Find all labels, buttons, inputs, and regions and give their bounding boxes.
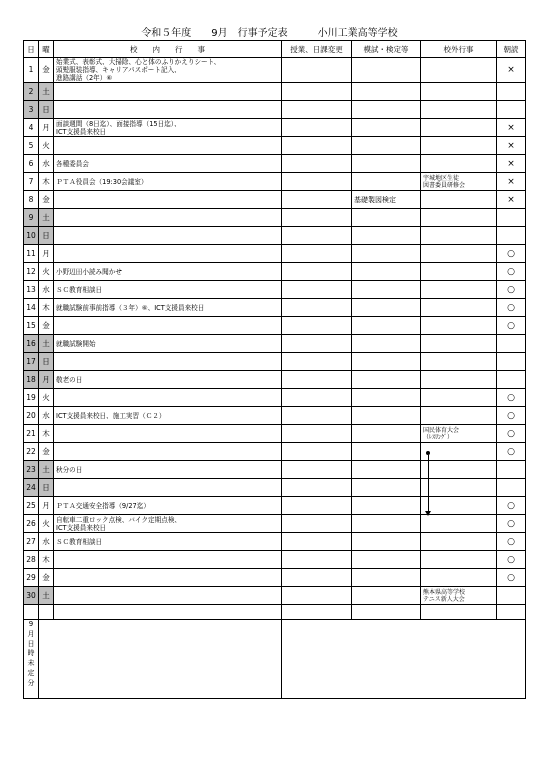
table-row <box>24 155 526 173</box>
class-change-cell <box>282 461 352 479</box>
external-cell <box>421 83 497 101</box>
events-cell: 各種委員会 <box>54 155 282 173</box>
events-cell <box>54 389 282 407</box>
exam-cell <box>352 533 421 551</box>
external-cell <box>421 209 497 227</box>
weekday-cell: 日 <box>39 227 54 245</box>
external-cell <box>421 479 497 497</box>
table-row <box>24 58 526 83</box>
weekday-cell: 木 <box>39 425 54 443</box>
weekday-cell: 月 <box>39 245 54 263</box>
day-cell: 28 <box>24 551 39 569</box>
class-change-cell <box>282 515 352 533</box>
class-change-cell <box>282 119 352 137</box>
weekday-cell: 月 <box>39 371 54 389</box>
events-cell: ＰＴＡ役員会（19:30会議室） <box>54 173 282 191</box>
class-change-cell <box>282 335 352 353</box>
range-arrow-line <box>428 455 429 515</box>
class-change-cell <box>282 389 352 407</box>
day-cell: 4 <box>24 119 39 137</box>
exam-cell <box>352 479 421 497</box>
table-row <box>24 515 526 533</box>
external-cell <box>421 569 497 587</box>
undecided-row <box>24 620 526 699</box>
weekday-cell: 土 <box>39 587 54 605</box>
morning-reading-cell <box>497 83 526 101</box>
morning-reading-cell <box>497 353 526 371</box>
morning-reading-cell: × <box>497 58 526 83</box>
table-row <box>24 551 526 569</box>
class-change-cell <box>282 407 352 425</box>
exam-cell <box>352 335 421 353</box>
day-cell: 2 <box>24 83 39 101</box>
day-cell: 27 <box>24 533 39 551</box>
exam-cell <box>352 371 421 389</box>
blank-cell <box>421 605 497 620</box>
exam-cell <box>352 227 421 245</box>
class-change-cell <box>282 209 352 227</box>
events-cell <box>54 191 282 209</box>
exam-cell <box>352 209 421 227</box>
blank-row <box>24 605 526 620</box>
header-day: 日 <box>24 41 39 58</box>
exam-cell <box>352 587 421 605</box>
events-cell <box>54 137 282 155</box>
blank-cell <box>497 605 526 620</box>
table-row <box>24 443 526 461</box>
class-change-cell <box>282 497 352 515</box>
page-title: 令和５年度 9月 行事予定表 小川工業高等学校 <box>141 28 398 39</box>
exam-cell <box>352 58 421 83</box>
morning-reading-cell: × <box>497 119 526 137</box>
class-change-cell <box>282 587 352 605</box>
events-cell: ＳＣ教育相談日 <box>54 281 282 299</box>
exam-cell <box>352 425 421 443</box>
class-change-cell <box>282 263 352 281</box>
table-row <box>24 479 526 497</box>
day-cell: 14 <box>24 299 39 317</box>
events-cell <box>54 227 282 245</box>
table-row <box>24 461 526 479</box>
weekday-cell: 金 <box>39 317 54 335</box>
day-cell: 16 <box>24 335 39 353</box>
exam-cell <box>352 317 421 335</box>
external-cell <box>421 299 497 317</box>
external-cell <box>421 281 497 299</box>
events-cell <box>54 317 282 335</box>
external-cell <box>421 101 497 119</box>
events-cell <box>54 551 282 569</box>
weekday-cell: 土 <box>39 335 54 353</box>
external-cell: 熊本県高等学校 テニス新人大会 <box>421 587 497 605</box>
day-cell: 1 <box>24 58 39 83</box>
external-cell <box>421 335 497 353</box>
day-cell: 18 <box>24 371 39 389</box>
morning-reading-cell: × <box>497 155 526 173</box>
schedule-table <box>23 40 526 699</box>
morning-reading-cell: ○ <box>497 443 526 461</box>
exam-cell: 基礎製図検定 <box>352 191 421 209</box>
class-change-cell <box>282 173 352 191</box>
table-row <box>24 299 526 317</box>
morning-reading-cell: ○ <box>497 389 526 407</box>
morning-reading-cell: ○ <box>497 551 526 569</box>
exam-cell <box>352 263 421 281</box>
day-cell: 9 <box>24 209 39 227</box>
morning-reading-cell <box>497 587 526 605</box>
external-cell <box>421 245 497 263</box>
table-row <box>24 119 526 137</box>
events-cell: ICT支援員来校日、施工実習（Ｃ２） <box>54 407 282 425</box>
weekday-cell: 金 <box>39 569 54 587</box>
external-cell <box>421 58 497 83</box>
weekday-cell: 日 <box>39 479 54 497</box>
events-cell <box>54 83 282 101</box>
weekday-cell: 木 <box>39 551 54 569</box>
morning-reading-cell <box>497 209 526 227</box>
morning-reading-cell <box>497 479 526 497</box>
weekday-cell: 火 <box>39 263 54 281</box>
morning-reading-cell: ○ <box>497 263 526 281</box>
weekday-cell: 水 <box>39 533 54 551</box>
exam-cell <box>352 299 421 317</box>
weekday-cell: 木 <box>39 299 54 317</box>
events-cell <box>54 569 282 587</box>
day-cell: 12 <box>24 263 39 281</box>
day-cell: 23 <box>24 461 39 479</box>
class-change-cell <box>282 281 352 299</box>
class-change-cell <box>282 317 352 335</box>
table-row <box>24 83 526 101</box>
morning-reading-cell: ○ <box>497 317 526 335</box>
class-change-cell <box>282 101 352 119</box>
header-row <box>24 41 526 58</box>
events-cell: 自転車二重ロック点検、バイク定期点検、 ICT支援員来校日 <box>54 515 282 533</box>
external-cell <box>421 497 497 515</box>
class-change-cell <box>282 245 352 263</box>
exam-cell <box>352 281 421 299</box>
weekday-cell: 土 <box>39 83 54 101</box>
events-cell: 面談週間（8日迄）、面接指導（15日迄）、 ICT支援員来校日 <box>54 119 282 137</box>
class-change-cell <box>282 137 352 155</box>
class-change-cell <box>282 83 352 101</box>
table-row <box>24 137 526 155</box>
morning-reading-cell: ○ <box>497 425 526 443</box>
day-cell: 11 <box>24 245 39 263</box>
day-cell: 3 <box>24 101 39 119</box>
morning-reading-cell <box>497 227 526 245</box>
weekday-cell: 土 <box>39 209 54 227</box>
morning-reading-cell <box>497 371 526 389</box>
class-change-cell <box>282 569 352 587</box>
weekday-cell: 土 <box>39 461 54 479</box>
header-external: 校外行事 <box>421 41 497 58</box>
blank-cell <box>24 605 39 620</box>
external-cell <box>421 533 497 551</box>
events-cell <box>54 443 282 461</box>
header-weekday: 曜 <box>39 41 54 58</box>
day-cell: 15 <box>24 317 39 335</box>
exam-cell <box>352 119 421 137</box>
day-cell: 7 <box>24 173 39 191</box>
table-row <box>24 227 526 245</box>
day-cell: 8 <box>24 191 39 209</box>
undecided-other-cell <box>282 620 526 699</box>
weekday-cell: 水 <box>39 155 54 173</box>
exam-cell <box>352 551 421 569</box>
day-cell: 30 <box>24 587 39 605</box>
morning-reading-cell: × <box>497 173 526 191</box>
events-cell <box>54 425 282 443</box>
external-cell <box>421 137 497 155</box>
day-cell: 10 <box>24 227 39 245</box>
external-cell <box>421 371 497 389</box>
day-cell: 20 <box>24 407 39 425</box>
class-change-cell <box>282 299 352 317</box>
class-change-cell <box>282 58 352 83</box>
class-change-cell <box>282 551 352 569</box>
table-row <box>24 335 526 353</box>
table-row <box>24 353 526 371</box>
events-cell <box>54 101 282 119</box>
table-row <box>24 569 526 587</box>
external-cell <box>421 551 497 569</box>
header-events: 校 内 行 事 <box>54 41 282 58</box>
exam-cell <box>352 137 421 155</box>
external-cell: 国民体育大会 （ﾚｽﾘﾝｸﾞ） <box>421 425 497 443</box>
events-cell <box>54 479 282 497</box>
day-cell: 22 <box>24 443 39 461</box>
table-row <box>24 425 526 443</box>
header-exam: 模試・検定等 <box>352 41 421 58</box>
morning-reading-cell: ○ <box>497 533 526 551</box>
exam-cell <box>352 173 421 191</box>
events-cell: 就職試験開始 <box>54 335 282 353</box>
events-cell: 秋分の日 <box>54 461 282 479</box>
morning-reading-cell: × <box>497 137 526 155</box>
day-cell: 26 <box>24 515 39 533</box>
morning-reading-cell: ○ <box>497 515 526 533</box>
day-cell: 6 <box>24 155 39 173</box>
table-row <box>24 407 526 425</box>
external-cell <box>421 119 497 137</box>
exam-cell <box>352 155 421 173</box>
exam-cell <box>352 353 421 371</box>
exam-cell <box>352 389 421 407</box>
morning-reading-cell: ○ <box>497 299 526 317</box>
weekday-cell: 月 <box>39 497 54 515</box>
events-cell: ＳＣ教育相談日 <box>54 533 282 551</box>
weekday-cell: 日 <box>39 353 54 371</box>
external-cell <box>421 317 497 335</box>
range-arrow-head <box>425 511 431 516</box>
events-cell <box>54 587 282 605</box>
exam-cell <box>352 83 421 101</box>
table-row <box>24 533 526 551</box>
class-change-cell <box>282 353 352 371</box>
external-cell <box>421 263 497 281</box>
table-row <box>24 497 526 515</box>
external-cell <box>421 191 497 209</box>
day-cell: 13 <box>24 281 39 299</box>
table-row <box>24 263 526 281</box>
weekday-cell: 火 <box>39 389 54 407</box>
exam-cell <box>352 569 421 587</box>
class-change-cell <box>282 155 352 173</box>
events-cell: 始業式、表彰式、大掃除、心と体のふりかえりシート、 頭髪服装指導、キャリアパスポート記入、 進路講話（2年）⑥ <box>54 58 282 83</box>
weekday-cell: 金 <box>39 443 54 461</box>
table-row <box>24 281 526 299</box>
weekday-cell: 火 <box>39 137 54 155</box>
class-change-cell <box>282 227 352 245</box>
morning-reading-cell: ○ <box>497 569 526 587</box>
table-row <box>24 173 526 191</box>
exam-cell <box>352 461 421 479</box>
class-change-cell <box>282 191 352 209</box>
external-cell <box>421 461 497 479</box>
morning-reading-cell <box>497 461 526 479</box>
exam-cell <box>352 443 421 461</box>
blank-cell <box>54 605 282 620</box>
blank-cell <box>39 605 54 620</box>
table-row <box>24 371 526 389</box>
morning-reading-cell <box>497 101 526 119</box>
day-cell: 19 <box>24 389 39 407</box>
morning-reading-cell: ○ <box>497 407 526 425</box>
events-cell <box>54 245 282 263</box>
table-row <box>24 101 526 119</box>
events-cell: ＰＴＡ交通安全指導（9/27迄） <box>54 497 282 515</box>
table-row <box>24 587 526 605</box>
table-row <box>24 245 526 263</box>
external-cell <box>421 353 497 371</box>
events-cell <box>54 209 282 227</box>
external-cell <box>421 227 497 245</box>
header-morning-reading: 朝読 <box>497 41 526 58</box>
weekday-cell: 水 <box>39 281 54 299</box>
external-cell: 宇城地区生徒 図書委員研修会 <box>421 173 497 191</box>
morning-reading-cell: ○ <box>497 497 526 515</box>
class-change-cell <box>282 443 352 461</box>
morning-reading-cell: × <box>497 191 526 209</box>
external-cell <box>421 515 497 533</box>
external-cell <box>421 155 497 173</box>
day-cell: 21 <box>24 425 39 443</box>
morning-reading-cell: ○ <box>497 281 526 299</box>
weekday-cell: 水 <box>39 407 54 425</box>
class-change-cell <box>282 371 352 389</box>
morning-reading-cell <box>497 335 526 353</box>
class-change-cell <box>282 425 352 443</box>
table-row <box>24 389 526 407</box>
weekday-cell: 金 <box>39 58 54 83</box>
exam-cell <box>352 515 421 533</box>
exam-cell <box>352 101 421 119</box>
undecided-label-text: 9 月 日 時 未 定 分 <box>27 620 35 687</box>
exam-cell <box>352 245 421 263</box>
class-change-cell <box>282 533 352 551</box>
weekday-cell: 金 <box>39 191 54 209</box>
weekday-cell: 火 <box>39 515 54 533</box>
external-cell <box>421 389 497 407</box>
day-cell: 5 <box>24 137 39 155</box>
day-cell: 24 <box>24 479 39 497</box>
exam-cell <box>352 407 421 425</box>
table-row <box>24 317 526 335</box>
day-cell: 25 <box>24 497 39 515</box>
header-class-change: 授業、日課変更 <box>282 41 352 58</box>
day-cell: 17 <box>24 353 39 371</box>
external-cell <box>421 407 497 425</box>
events-cell: 小野辺田小読み聞かせ <box>54 263 282 281</box>
events-cell <box>54 353 282 371</box>
events-cell: 敬老の日 <box>54 371 282 389</box>
day-cell: 29 <box>24 569 39 587</box>
events-cell: 就職試験前事前指導（３年）⑥、ICT支援員来校日 <box>54 299 282 317</box>
table-row <box>24 191 526 209</box>
class-change-cell <box>282 479 352 497</box>
undecided-events-cell <box>39 620 282 699</box>
morning-reading-cell: ○ <box>497 245 526 263</box>
exam-cell <box>352 497 421 515</box>
weekday-cell: 日 <box>39 101 54 119</box>
blank-cell <box>352 605 421 620</box>
external-cell <box>421 443 497 461</box>
undecided-label <box>24 620 39 699</box>
weekday-cell: 木 <box>39 173 54 191</box>
blank-cell <box>282 605 352 620</box>
weekday-cell: 月 <box>39 119 54 137</box>
table-row <box>24 209 526 227</box>
